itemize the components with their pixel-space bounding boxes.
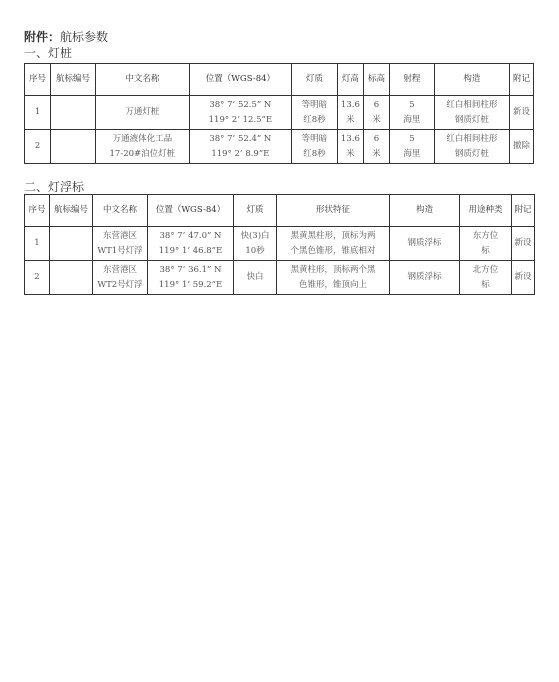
row-structure-height <box>363 130 389 164</box>
light-height-unit: 米 <box>346 114 355 125</box>
row-name: 万通灯桩 <box>95 96 189 130</box>
row-note: 新设 <box>509 96 533 130</box>
name-line1: 万通液体化工品 <box>112 133 173 144</box>
structure-line1: 红白相间柱形 <box>446 99 498 110</box>
row-light <box>291 130 337 164</box>
name-line1: 东营港区 <box>102 264 137 275</box>
header-name: 中文名称 <box>95 64 189 96</box>
section2-title: 二、灯浮标 <box>24 180 85 194</box>
usage-line1: 东方位 <box>472 230 499 241</box>
header-position: 位置（WGS-84） <box>148 195 234 227</box>
range-value: 5 <box>409 133 415 144</box>
light-line1: 快(3)白 <box>240 230 270 241</box>
light-line2: 红8秒 <box>303 148 326 159</box>
header-light: 灯质 <box>291 64 337 96</box>
shape-line2: 个黑色锥形，锥底相对 <box>290 245 376 256</box>
name-line1: 东营港区 <box>102 230 137 241</box>
row-code <box>51 130 96 164</box>
row-light <box>291 96 337 130</box>
header-range: 射程 <box>389 64 434 96</box>
shape-line1: 黑黄柱形，顶标两个黑 <box>290 264 376 275</box>
row-no: 1 <box>25 96 51 130</box>
header-light-height: 灯高 <box>337 64 363 96</box>
structure-height-value: 6 <box>373 99 380 110</box>
row-structure: 钢质浮标 <box>390 227 460 261</box>
row-range <box>389 130 434 164</box>
table-header-row <box>25 195 535 227</box>
row-position <box>148 227 234 261</box>
range-unit: 海里 <box>403 114 421 125</box>
row-no: 1 <box>25 227 50 261</box>
row-range <box>389 96 434 130</box>
attachment-title <box>24 28 108 45</box>
structure-line1: 红白相间柱形 <box>446 133 498 144</box>
row-light <box>234 227 277 261</box>
usage-line1: 北方位 <box>472 264 499 275</box>
position-lon: 119° 1’ 59.2”E <box>158 279 223 290</box>
header-position: 位置（WGS-84） <box>189 64 291 96</box>
row-shape <box>277 261 390 295</box>
structure-height-unit: 米 <box>372 114 381 125</box>
row-no: 2 <box>25 130 51 164</box>
row-position <box>189 96 291 130</box>
structure-line2: 钢质灯桩 <box>454 114 489 125</box>
light-beacon-table <box>24 63 534 164</box>
header-code: 航标编号 <box>50 195 93 227</box>
attachment-label: 附件 <box>24 30 49 44</box>
row-structure <box>434 96 509 130</box>
attachment-subject: 航标参数 <box>60 30 109 44</box>
header-no: 序号 <box>25 195 50 227</box>
range-value: 5 <box>409 99 415 110</box>
row-code <box>50 261 93 295</box>
table-row <box>25 130 534 164</box>
header-note: 附记 <box>512 195 535 227</box>
row-light: 快白 <box>234 261 277 295</box>
table-header-row <box>25 64 534 96</box>
header-code: 航标编号 <box>51 64 96 96</box>
light-height-value: 13.6 <box>340 99 360 110</box>
light-line2: 红8秒 <box>303 114 326 125</box>
header-usage: 用途种类 <box>460 195 512 227</box>
header-structure: 构造 <box>434 64 509 96</box>
row-shape <box>277 227 390 261</box>
position-lat: 38° 7’ 47.0” N <box>159 230 222 241</box>
light-line1: 等明暗 <box>301 99 328 110</box>
header-shape: 形状特征 <box>277 195 390 227</box>
header-structure-height: 标高 <box>363 64 389 96</box>
row-note: 新设 <box>512 261 535 295</box>
usage-line2: 标 <box>481 279 490 290</box>
row-usage <box>460 261 512 295</box>
row-name <box>93 227 148 261</box>
position-lon: 119° 2’ 8.9”E <box>211 148 270 159</box>
row-position <box>189 130 291 164</box>
structure-height-value: 6 <box>373 133 380 144</box>
table-row <box>25 261 535 295</box>
shape-line2: 色锥形，锥顶向上 <box>298 279 367 290</box>
row-light-height <box>337 130 363 164</box>
light-buoy-table <box>24 194 535 295</box>
section1-title: 一、灯桩 <box>24 46 73 60</box>
light-line1: 等明暗 <box>301 133 328 144</box>
light-line2: 10秒 <box>245 245 265 256</box>
row-no: 2 <box>25 261 50 295</box>
row-position <box>148 261 234 295</box>
header-no: 序号 <box>25 64 51 96</box>
row-usage <box>460 227 512 261</box>
position-lat: 38° 7’ 36.1” N <box>159 264 222 275</box>
header-name: 中文名称 <box>93 195 148 227</box>
header-light: 灯质 <box>234 195 277 227</box>
light-height-value: 13.6 <box>340 133 360 144</box>
header-structure: 构造 <box>390 195 460 227</box>
row-name <box>95 130 189 164</box>
row-code <box>50 227 93 261</box>
name-line2: 17-20#泊位灯桩 <box>109 148 176 159</box>
row-name <box>93 261 148 295</box>
attachment-colon: ： <box>48 30 61 44</box>
header-note: 附记 <box>509 64 533 96</box>
row-structure-height <box>363 96 389 130</box>
light-height-unit: 米 <box>346 148 355 159</box>
usage-line2: 标 <box>481 245 490 256</box>
position-lon: 119° 1’ 46.8”E <box>158 245 223 256</box>
row-code <box>51 96 96 130</box>
shape-line1: 黑黄黑柱形，顶标为两 <box>290 230 376 241</box>
name-line2: WT2号灯浮 <box>97 279 143 290</box>
structure-line2: 钢质灯桩 <box>454 148 489 159</box>
table-row <box>25 227 535 261</box>
position-lat: 38° 7’ 52.4” N <box>209 133 272 144</box>
row-note: 新设 <box>512 227 535 261</box>
row-structure <box>434 130 509 164</box>
range-unit: 海里 <box>403 148 421 159</box>
name-line2: WT1号灯浮 <box>97 245 143 256</box>
row-note: 撤除 <box>509 130 533 164</box>
position-lat: 38° 7’ 52.5” N <box>209 99 272 110</box>
position-lon: 119° 2’ 12.5”E <box>208 114 273 125</box>
row-light-height <box>337 96 363 130</box>
row-structure: 钢质浮标 <box>390 261 460 295</box>
structure-height-unit: 米 <box>372 148 381 159</box>
table-row <box>25 96 534 130</box>
